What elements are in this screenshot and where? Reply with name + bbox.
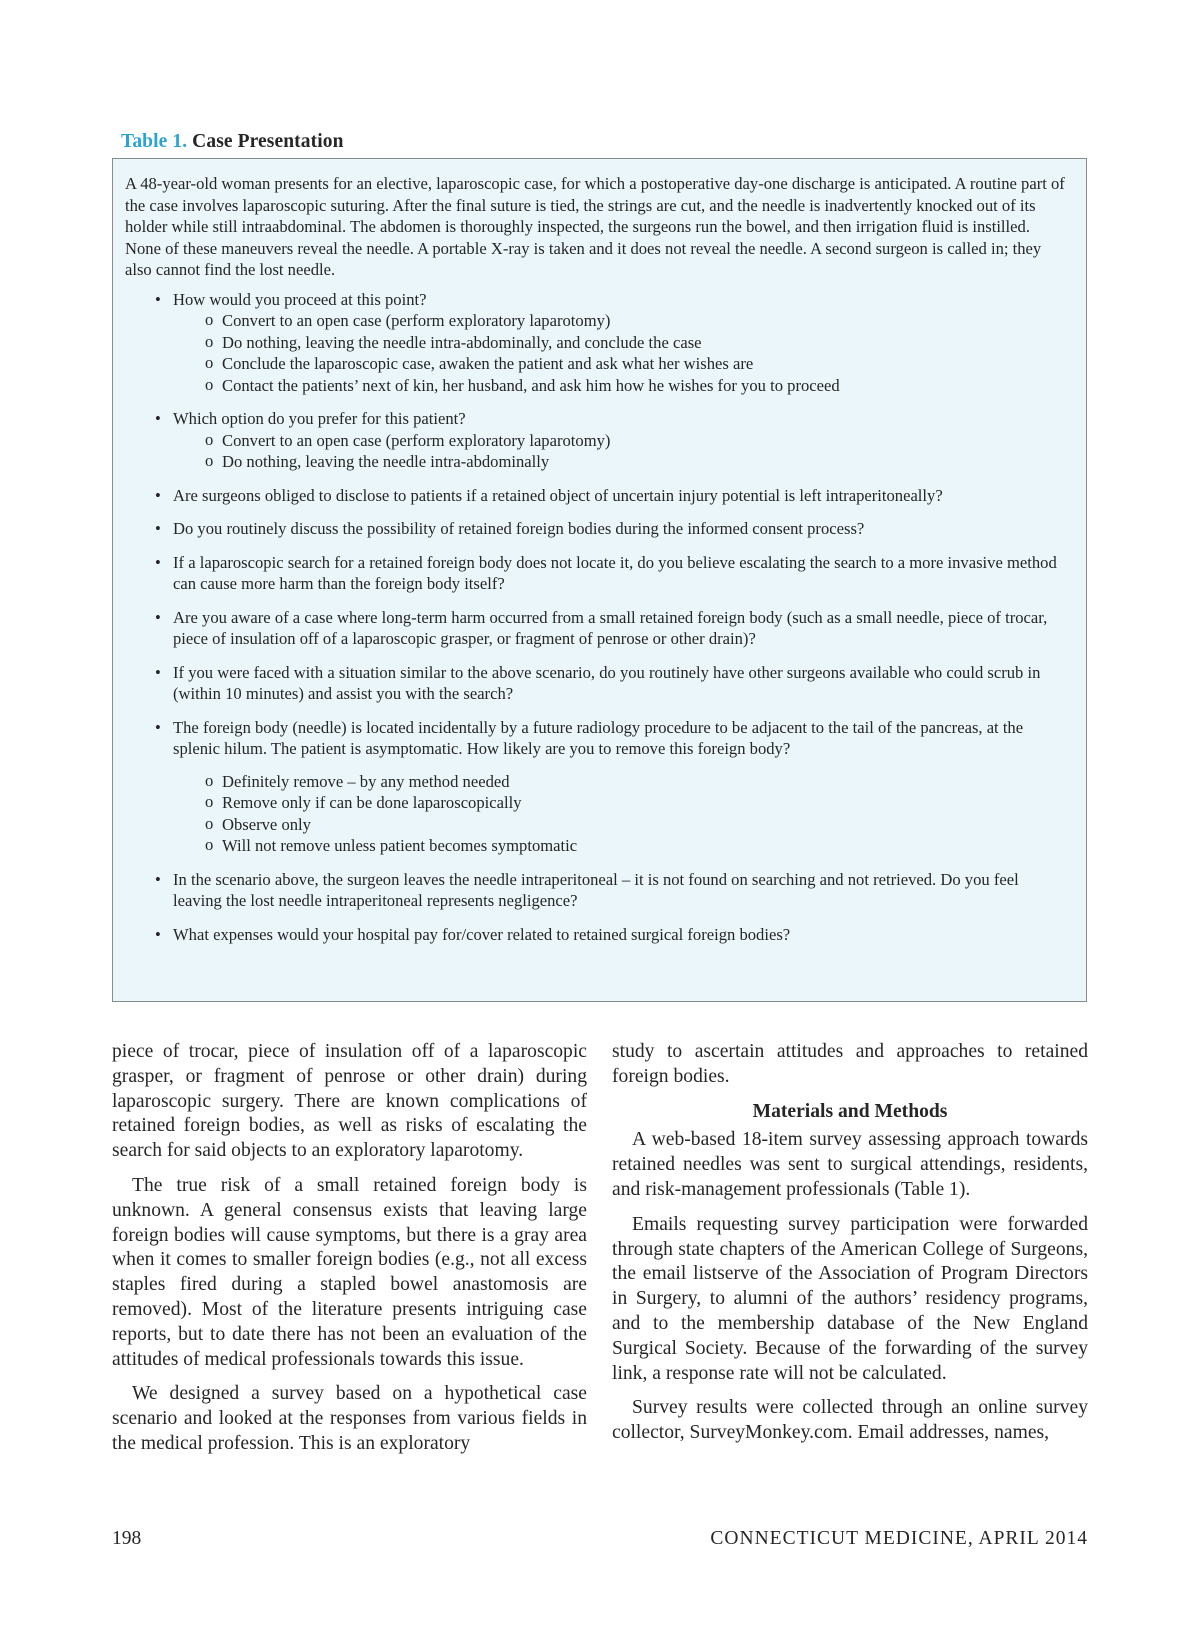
body-paragraph: Emails requesting survey participation were forwarded through state chapters of the American College of Surgeons, the email listserve of the Association of Program Directors in Surgery, to alumni of the authors’ residency programs, and to the membership database of the New England Surgical Society. Because of the forwarding of the survey link, a response rate will not be calculated. <box>612 1213 1088 1384</box>
option-list <box>173 771 1070 857</box>
question-item <box>125 924 1070 946</box>
body-paragraph: A web-based 18-item survey assessing approach towards retained needles was sent to surgical attendings, residents, and risk-management professionals (Table 1). <box>612 1129 1088 1200</box>
body-paragraph: Survey results were collected through an online survey collector, SurveyMonkey.com. Email addresses, names, <box>612 1397 1088 1444</box>
question-item <box>125 662 1070 705</box>
table-title: Case Presentation <box>192 131 344 152</box>
question-item <box>125 485 1070 507</box>
body-paragraph: study to ascertain attitudes and approaches to retained foreign bodies. <box>612 1041 1088 1087</box>
question-item <box>125 289 1070 397</box>
section-heading: Materials and Methods <box>752 1100 948 1122</box>
question-item <box>125 408 1070 473</box>
case-presentation-box <box>112 158 1087 1002</box>
option-item: o Do nothing, leaving the needle intra-abdominally <box>173 451 1070 473</box>
option-item: o Conclude the laparoscopic case, awaken the patient and ask what her wishes are <box>173 353 1070 375</box>
question-item <box>125 552 1070 595</box>
body-paragraph: The true risk of a small retained foreign body is unknown. A general consensus exists that leaving large foreign bodies will cause symptoms, but there is a gray area when it comes to smaller foreign bodies (e.g., not all excess staples fired during a stapled bowel anastomosis are removed). Most of the literature presents intriguing case reports, but to date there has not been an evaluation of the attitudes of medical professionals towards this issue. <box>112 1174 587 1370</box>
question-item <box>125 717 1070 857</box>
body-paragraph: piece of trocar, piece of insulation off of a laparoscopic grasper, or fragment of penrose or other drain) during laparoscopic surgery. There are known complications of retained foreign bodies, as well as risks of escalating the search for said objects to an exploratory laparotomy. <box>112 1041 587 1162</box>
question-item <box>125 518 1070 540</box>
question-item <box>125 607 1070 650</box>
question-text: Are you aware of a case where long-term harm occurred from a small retained foreign body (such as a small needle, piece of trocar, piece of insulation off of a laparoscopic grasper, or fragment of penrose or other drain)? <box>173 607 1048 648</box>
question-text: The foreign body (needle) is located incidentally by a future radiology procedure to be adjacent to the tail of the pancreas, at the splenic hilum. The patient is asymptomatic. How likely are you to remove this foreign body? <box>173 717 1024 758</box>
question-text: How would you proceed at this point? <box>173 289 427 309</box>
option-item: o Definitely remove – by any method needed <box>173 771 1070 793</box>
option-item: o Convert to an open case (perform exploratory laparotomy) <box>173 310 1070 332</box>
option-item: o Remove only if can be done laparoscopically <box>173 792 1070 814</box>
question-item <box>125 869 1070 912</box>
journal-footer: CONNECTICUT MEDICINE, APRIL 2014 <box>710 1528 1088 1549</box>
table-caption <box>121 131 344 153</box>
option-item: o Do nothing, leaving the needle intra-abdominally, and conclude the case <box>173 332 1070 354</box>
question-text: Are surgeons obliged to disclose to patients if a retained object of uncertain injury potential is left intraperitoneally? <box>173 485 943 505</box>
body-column-right <box>612 1040 1088 1456</box>
case-intro: A 48-year-old woman presents for an elective, laparoscopic case, for which a postoperative day-one discharge is anticipated. A routine part of the case involves laparoscopic suturing. After the final suture is tied, the strings are cut, and the needle is inadvertently knocked out of its holder while still intraabdominal. The abdomen is thoroughly inspected, the surgeons run the bowel, and then irrigation fluid is instilled. None of these maneuvers reveal the needle. A portable X-ray is taken and it does not reveal the needle. A second surgeon is called in; they also cannot find the lost needle. <box>125 174 1065 279</box>
body-column-left <box>112 1040 587 1467</box>
question-text: In the scenario above, the surgeon leaves the needle intraperitoneal – it is not found on searching and not retrieved. Do you feel leaving the lost needle intraperitoneal represents negligence? <box>173 869 1019 910</box>
question-text: If you were faced with a situation similar to the above scenario, do you routinely have other surgeons available who could scrub in (within 10 minutes) and assist you with the search? <box>173 662 1041 703</box>
option-list <box>173 430 1070 473</box>
question-list <box>125 289 1070 946</box>
option-item: o Contact the patients’ next of kin, her husband, and ask him how he wishes for you to proceed <box>173 375 1070 397</box>
option-item: o Observe only <box>173 814 1070 836</box>
question-text: Do you routinely discuss the possibility of retained foreign bodies during the informed consent process? <box>173 519 865 538</box>
question-text: What expenses would your hospital pay for/cover related to retained surgical foreign bodies? <box>173 924 791 944</box>
question-text: If a laparoscopic search for a retained foreign body does not locate it, do you believe escalating the search to a more invasive method can cause more harm than the foreign body itself? <box>173 552 1057 593</box>
option-item: o Will not remove unless patient becomes symptomatic <box>173 835 1070 857</box>
question-text: Which option do you prefer for this patient? <box>173 409 466 428</box>
option-item: o Convert to an open case (perform exploratory laparotomy) <box>173 430 1070 452</box>
option-list <box>173 310 1070 396</box>
table-label: Table 1. <box>121 131 188 152</box>
body-paragraph: We designed a survey based on a hypothetical case scenario and looked at the responses from various fields in the medical profession. This is an exploratory <box>112 1383 587 1454</box>
page-number: 198 <box>112 1528 142 1549</box>
